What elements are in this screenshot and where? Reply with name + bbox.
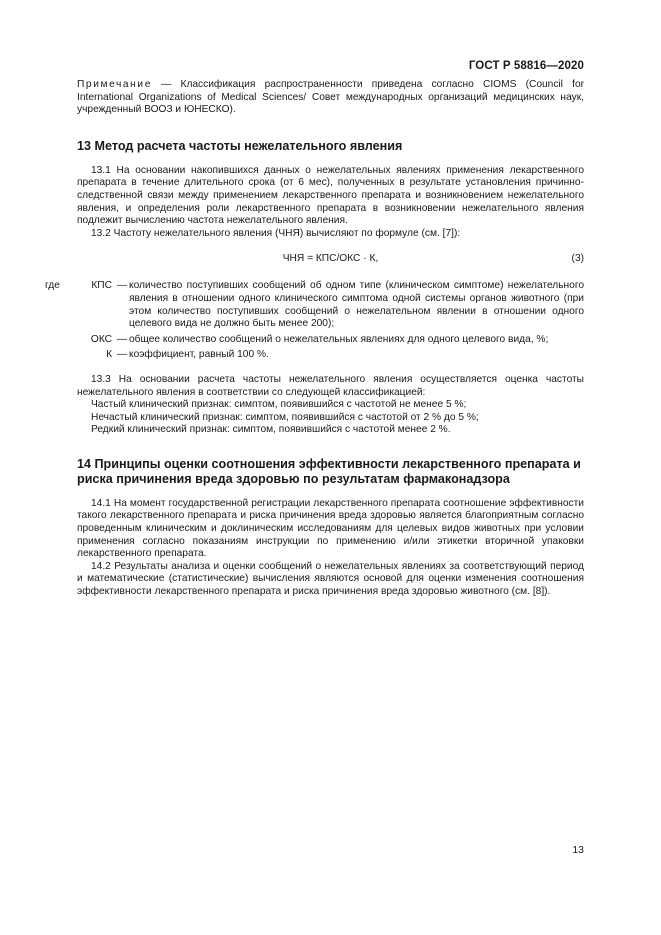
paragraph-13-3: 13.3 На основании расчета частоты нежелательного явления осуществляется оценка частоты нежелательного явления в соответствии со следующей классификацией:: [77, 373, 584, 398]
definition-k: [45, 349, 584, 362]
definition-symbol: К: [106, 349, 112, 361]
paragraph-13-1: 13.1 На основании накопившихся данных о нежелательных явлениях применения лекарственного препарата в течение длительного срока (от 6 мес), полученных в результате установления причинно-следственной связи между применением лекарственного препарата и возникновением нежелательного явления, и определения роли лекарственного препарата в возникновении нежелательного явления подлежит вычислению частота нежелательного явления.: [77, 164, 584, 227]
definition-symbol: КПС: [91, 280, 112, 292]
note-label: Примечание: [77, 79, 152, 90]
page-body: [45, 79, 584, 599]
definition-text: общее количество сообщений о нежелательных явлениях для одного целевого вида, %;: [129, 333, 549, 345]
formula-definitions: [45, 280, 584, 362]
paragraph-13-2: 13.2 Частоту нежелательного явления (ЧНЯ) вычисляют по формуле (см. [7]):: [91, 227, 461, 239]
definition-dash: —: [116, 349, 128, 361]
definition-kps: [45, 280, 584, 330]
page-number: 13: [572, 844, 584, 856]
definition-symbol: ОКС: [90, 333, 112, 345]
definition-dash: —: [116, 333, 128, 345]
definition-dash: —: [116, 280, 128, 292]
formula-row: [77, 253, 584, 268]
classification-note: [77, 79, 584, 117]
definition-text: количество поступивших сообщений об одном типе (клиническом симптоме) нежелательного явления в отношении одного клинического симптома одной системы органов животного (при этом количество поступивших сообщений о нежелательном явлении в отношении одного целевого вида не должно быть менее 200);: [129, 280, 584, 330]
formula: ЧНЯ = КПС/ОКС · К,: [282, 253, 379, 265]
classification-infrequent: Нечастый клинический признак: симптом, появившийся с частотой от 2 % до 5 %;: [91, 411, 479, 423]
formula-number: (3): [571, 253, 584, 265]
paragraph-14-1: 14.1 На момент государственной регистрации лекарственного препарата соотношение эффективности такого лекарственного препарата и риска причинения вреда здоровью является благоприятным согласно проведенным клиническим и доклиническим исследованиям для целевых видов животных при условии применения согласно показаниям инструкции по применению и/или этикетки вторичной упаковки лекарственного препарата.: [77, 497, 584, 560]
definition-oks: [45, 334, 584, 347]
section-14-heading: 14 Принципы оценки соотношения эффективности лекарственного препарата и риска причинения вреда здоровью по результатам фармаконадзора: [77, 456, 581, 486]
paragraph-14-2: 14.2 Результаты анализа и оценки сообщений о нежелательных явлениях за соответствующий период и математические (статистические) вычисления являются основой для оценки изменения соотношения эффективности лекарственного препарата и риска причинения вреда здоровью животного (см. [8]).: [77, 560, 584, 598]
where-word: где: [45, 280, 60, 292]
section-13-heading: 13 Метод расчета частоты нежелательного явления: [77, 138, 403, 153]
classification-frequent: Частый клинический признак: симптом, появившийся с частотой не менее 5 %;: [91, 399, 467, 411]
note-text: — Классификация распространенности приведена согласно CIOMS (Council for International Organizations of Medical Sciences/ Совет международных организаций медицинских наук, учрежденный ВООЗ и ЮНЕСКО).: [77, 79, 584, 116]
standard-code-header: ГОСТ Р 58816—2020: [468, 60, 584, 72]
classification-rare: Редкий клинический признак: симптом, появившийся с частотой менее 2 %.: [91, 424, 451, 436]
definition-text: коэффициент, равный 100 %.: [129, 349, 269, 361]
